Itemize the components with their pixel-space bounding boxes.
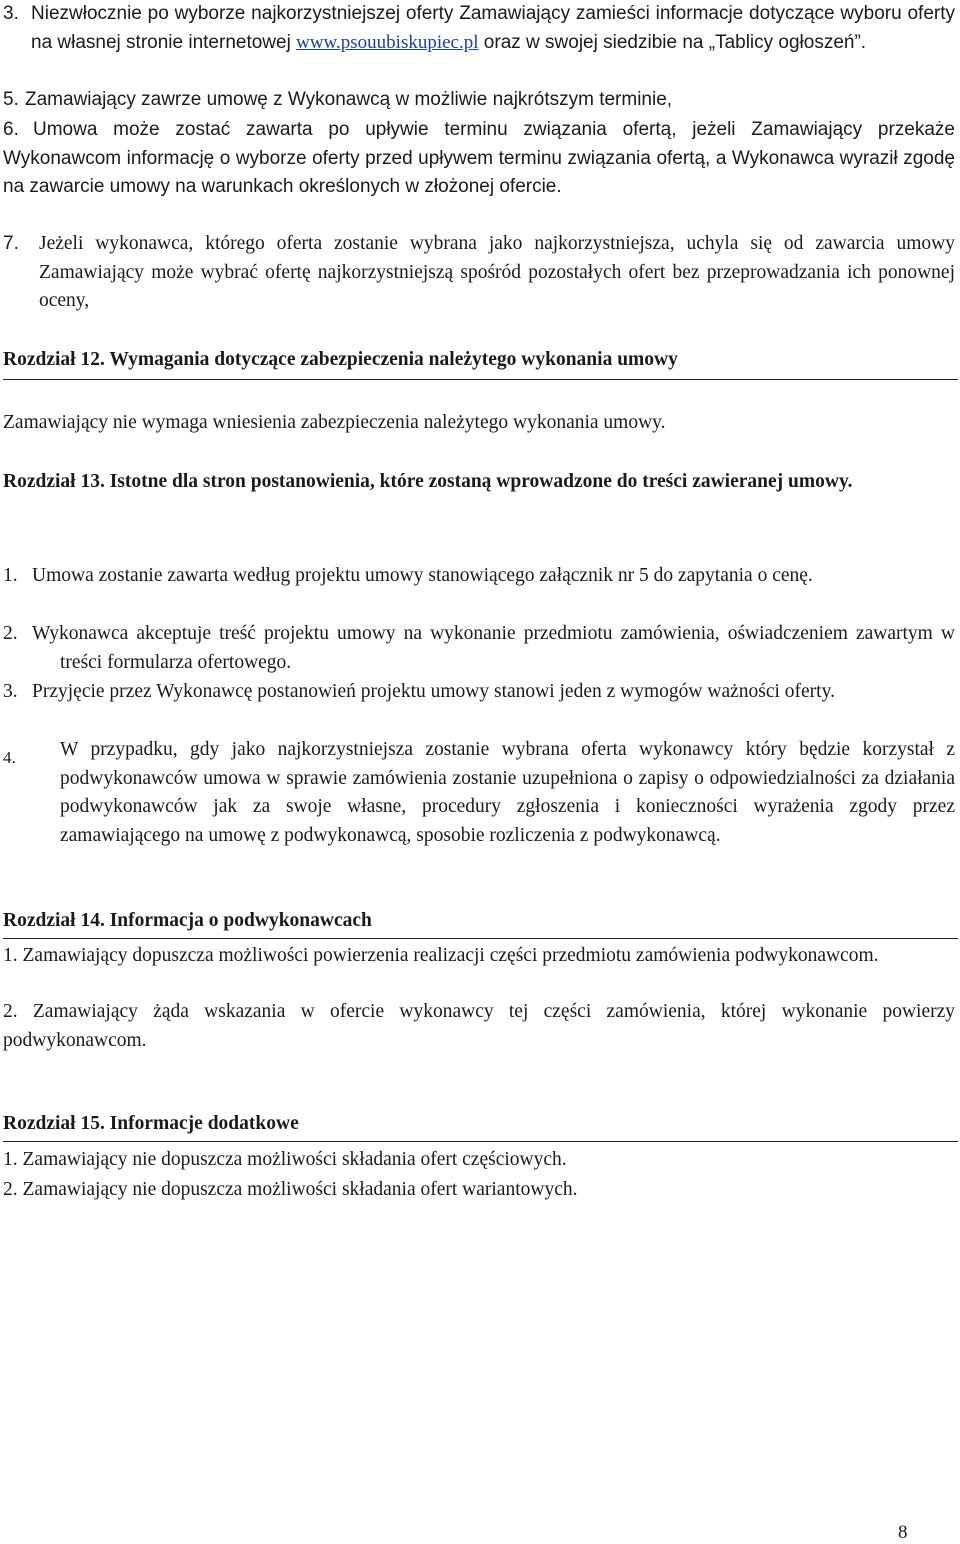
item-number: 1. [3,565,18,586]
item-number: 6. [3,119,19,140]
item-text: Wykonawca akceptuje treść projektu umowy na wykonanie przedmiotu zamówienia, oświadczeniem zawartym w treści formularza ofertowego. [32,623,955,673]
section-12-heading [3,346,955,375]
item-text: Niezwłocznie po wyborze najkorzystniejszej oferty Zamawiający zamieści informacje dotyczące wyboru oferty na własnej stronie internetowej [31,3,955,53]
section-15-item-1: 1. Zamawiający nie dopuszcza możliwości składania ofert częściowych. [3,1149,567,1170]
divider [3,938,958,939]
item-number: 3. [3,3,19,24]
website-link[interactable]: www.psouubiskupiec.pl [296,31,479,53]
section-14-item-2: 2. Zamawiający żąda wskazania w ofercie wykonawcy tej części zamówienia, której wykonanie powierzy podwykonawcom. [3,1001,955,1051]
list-item-6 [3,116,955,202]
item-text: Zamawiający zawrze umowę z Wykonawcą w możliwie najkrótszym terminie, [25,89,673,110]
item-text: Jeżeli wykonawca, którego oferta zostanie wybrana jako najkorzystniejsza, uchyla się od zawarcia umowy Zamawiający może wybrać ofertę najkorzystniejszą spośród pozostałych ofert bez przeprowadzania ich ponownej oceny, [39,233,955,311]
item-number: 5. [3,89,19,110]
section-15-item-2: 2. Zamawiający nie dopuszcza możliwości składania ofert wariantowych. [3,1179,578,1200]
section-15-heading [3,1110,955,1139]
section-13-item-3 [3,678,955,707]
section-13-heading [3,468,955,497]
section-13-item-1 [3,562,955,591]
heading-prefix: Rozdział 14. [3,910,105,931]
item-text: W przypadku, gdy jako najkorzystniejsza zostanie wybrana oferta wykonawcy który będzie korzystał z podwykonawców umowa w sprawie zamówienia zostanie uzupełniona o zapisy o odpowiedzialności za działania podwykonawców jak za swoje własne, procedury zgłoszenia i konieczności wyrażenia zgody przez zamawiającego na umowę z podwykonawcą, sposobie rozliczenia z podwykonawcą. [60,739,955,846]
section-13-item-2 [3,620,955,677]
section-12-text: Zamawiający nie wymaga wniesienia zabezpieczenia należytego wykonania umowy. [3,412,666,433]
heading-prefix: Rozdział 12. [3,349,105,370]
item-text: Umowa zostanie zawarta według projektu umowy stanowiącego załącznik nr 5 do zapytania o cenę. [32,565,813,586]
heading-prefix: Rozdział 13. [3,471,105,492]
heading-title: Istotne dla stron postanowienia, które zostaną wprowadzone do treści zawieranej umowy. [109,471,853,492]
list-item-3 [3,0,955,57]
section-14-heading [3,907,955,936]
divider [3,379,958,380]
item-text: Przyjęcie przez Wykonawcę postanowień projektu umowy stanowi jeden z wymogów ważności oferty. [32,681,835,702]
list-item-7 [3,230,955,316]
item-number: 3. [3,681,18,702]
item-text-continued: oraz w swojej siedzibie na „Tablicy ogłoszeń”. [483,31,867,53]
heading-title: Informacja o podwykonawcach [109,910,372,931]
item-number: 4. [3,748,16,767]
item-text: Umowa może zostać zawarta po upływie terminu związania ofertą, jeżeli Zamawiający przekaże Wykonawcom informację o wyborze oferty przed upływem terminu związania ofertą, a Wykonawca wyraził zgodę na zawarcie umowy na warunkach określonych w złożonej ofercie. [3,119,955,197]
page-number: 8 [898,1522,908,1543]
section-14-item-1: 1. Zamawiający dopuszcza możliwości powierzenia realizacji części przedmiotu zamówienia podwykonawcom. [3,945,879,966]
item-number: 2. [3,623,18,644]
heading-prefix: Rozdział 15. [3,1113,105,1134]
heading-title: Wymagania dotyczące zabezpieczenia należytego wykonania umowy [109,349,678,370]
divider [3,1141,958,1142]
item-number: 7. [3,233,19,254]
section-13-item-4 [3,736,955,850]
heading-title: Informacje dodatkowe [109,1113,299,1134]
list-item-5 [3,86,955,115]
